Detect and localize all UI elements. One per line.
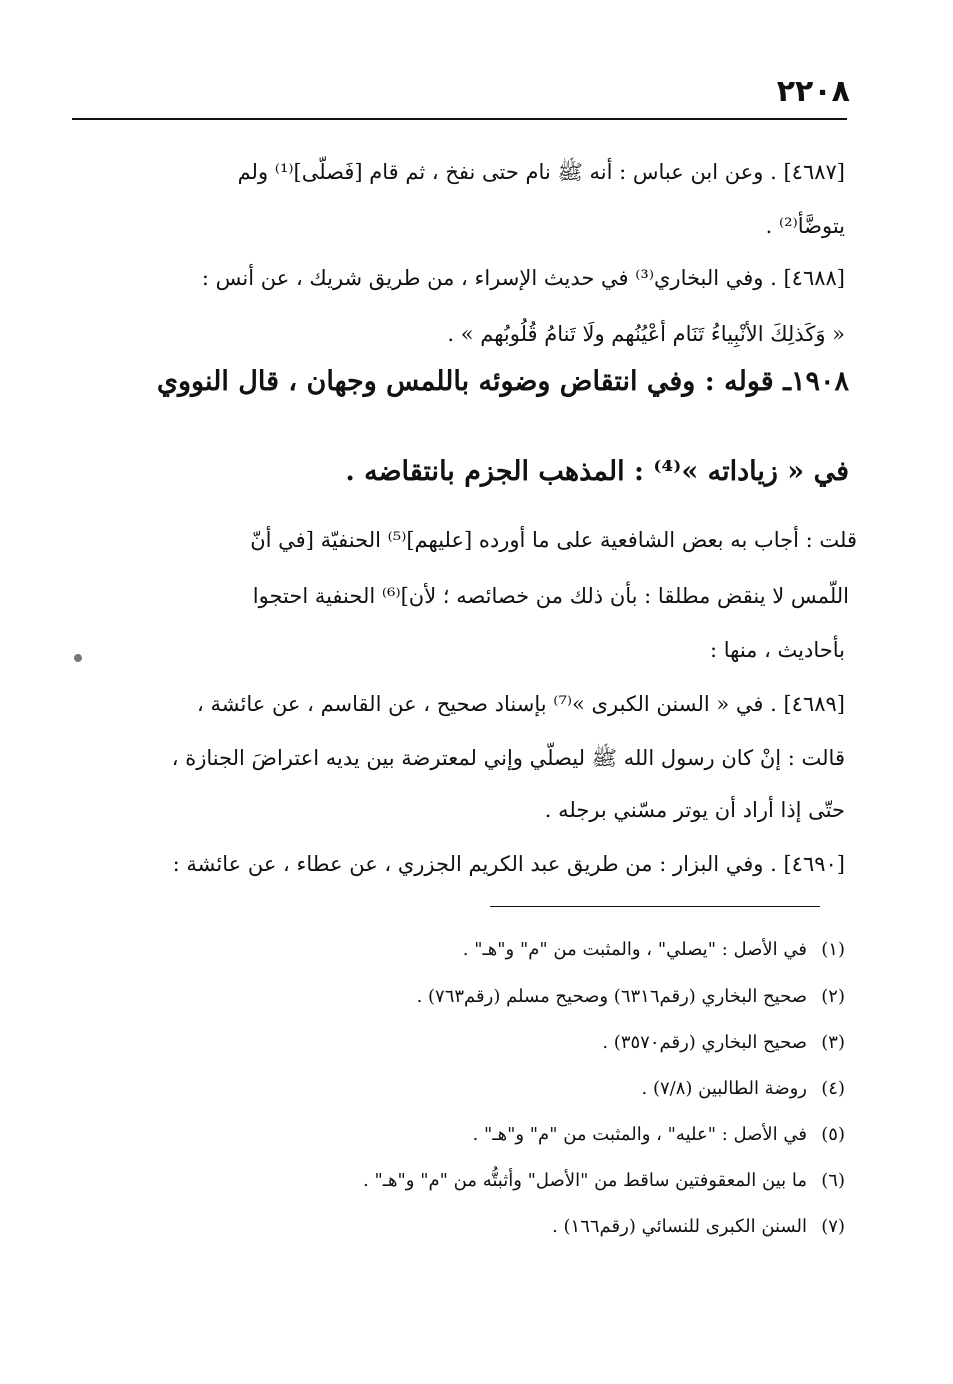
body-line: [٤٦٩٠] . وفي البزار : من طريق عبد الكريم الجزري ، عن عطاء ، عن عائشة : bbox=[172, 852, 845, 876]
footnote-number: (٢) bbox=[821, 986, 845, 1007]
page-number: ٢٢٠٨ bbox=[776, 74, 850, 109]
footnote-number: (١) bbox=[821, 939, 845, 960]
footnote-text: في الأصل : "عليه" ، والمثبت من "م" و"هـ" . bbox=[472, 1124, 807, 1145]
body-line: قالت : إنْ كان رسول الله ﷺ ليصلّي وإني لمعترضة بين يديه اعتراضَ الجنازة ، bbox=[171, 746, 845, 770]
footnote-number: (٥) bbox=[821, 1124, 845, 1145]
body-line: اللّمس لا ينقض مطلقا : بأن ذلك من خصائصه ؛ لأن]⁽⁶⁾ الحنفية احتجوا bbox=[252, 584, 849, 608]
footnote-number: (٧) bbox=[821, 1216, 845, 1237]
body-line: بأحاديث ، منها : bbox=[710, 638, 845, 662]
body-line: [٤٦٨٧] . وعن ابن عباس : أنه ﷺ نام حتى نفخ ، ثم قام [فَصلّى]⁽¹⁾ ولم bbox=[237, 160, 845, 184]
header-rule bbox=[72, 118, 847, 120]
heading-line: في « زياداته »⁽⁴⁾ : المذهب الجزم بانتقاضه . bbox=[345, 456, 849, 487]
footnote bbox=[90, 982, 845, 1012]
footnote bbox=[90, 1074, 845, 1104]
body-line: حتّى إذا أراد أن يوتر مسّني برجله . bbox=[544, 798, 845, 822]
footnote-separator bbox=[490, 906, 820, 907]
footnote-text: صحيح البخاري (رقم٦٣١٦) وصحيح مسلم (رقم٧٦٣) . bbox=[416, 986, 807, 1007]
footnote bbox=[90, 1028, 845, 1058]
footnote bbox=[90, 935, 845, 965]
body-line: قلت : أجاب به بعض الشافعية على ما أورده [عليهم]⁽⁵⁾ الحنفيّة [في أنّ bbox=[250, 528, 857, 552]
footnote bbox=[90, 1120, 845, 1150]
body-line: [٤٦٨٨] . وفي البخاري⁽³⁾ في حديث الإسراء ، من طريق شريك ، عن أنس : bbox=[201, 266, 845, 290]
body-line: [٤٦٨٩] . في « السنن الكبرى »⁽⁷⁾ بإسناد صحيح ، عن القاسم ، عن عائشة ، bbox=[197, 692, 845, 716]
footnote-text: ما بين المعقوفتين ساقط من "الأصل" وأثبتُّه من "م" و"هـ" . bbox=[363, 1170, 807, 1191]
footnote-text: صحيح البخاري (رقم٣٥٧٠) . bbox=[602, 1032, 807, 1053]
footnote-text: السنن الكبرى للنسائي (رقم١٦٦) . bbox=[552, 1216, 807, 1237]
footnote-text: روضة الطالبين (٧/٨) . bbox=[641, 1078, 807, 1099]
heading-line: ١٩٠٨ـ قوله : وفي انتقاض وضوئه باللمس وجهان ، قال النووي bbox=[156, 366, 849, 397]
footnote bbox=[90, 1212, 845, 1242]
footnote bbox=[90, 1166, 845, 1196]
footnote-number: (٦) bbox=[821, 1170, 845, 1191]
footnote-number: (٤) bbox=[821, 1078, 845, 1099]
footnote-text: في الأصل : "يصلي" ، والمثبت من "م" و"هـ" . bbox=[462, 939, 807, 960]
ink-dot bbox=[74, 654, 82, 662]
footnote-number: (٣) bbox=[821, 1032, 845, 1053]
body-line: يتوضَّأ⁽²⁾ . bbox=[765, 214, 845, 238]
body-line: « وَكَذلِكَ الأنْبِياءُ تَنَام أعْيُنُهم ولَا تَنامُ قُلُوبُهم » . bbox=[447, 322, 845, 346]
